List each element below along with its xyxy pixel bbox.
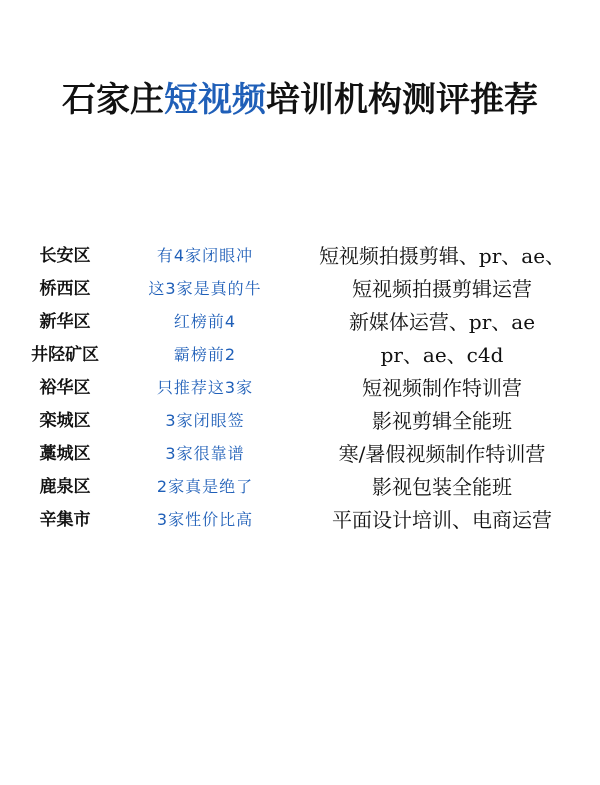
list-item xyxy=(0,273,600,305)
page-title xyxy=(0,72,600,121)
course-description: 平面设计培训、电商运营 xyxy=(332,508,552,532)
recommendation-note: 2家真是绝了 xyxy=(156,477,254,496)
list-item xyxy=(0,405,600,437)
recommendation-note: 有4家闭眼冲 xyxy=(156,246,254,265)
list-item xyxy=(0,504,600,536)
course-description: pr、ae、c4d xyxy=(380,343,504,367)
district-label: 桥西区 xyxy=(39,279,91,299)
district-label: 新华区 xyxy=(39,312,91,332)
district-label: 鹿泉区 xyxy=(39,477,91,497)
recommendation-note: 3家很靠谱 xyxy=(165,444,245,463)
course-description: 短视频制作特训营 xyxy=(362,376,522,400)
list-item xyxy=(0,306,600,338)
recommendation-note: 这3家是真的牛 xyxy=(148,279,262,298)
list-item xyxy=(0,339,600,371)
district-label: 辛集市 xyxy=(39,510,91,530)
district-label: 藁城区 xyxy=(39,444,91,464)
title-prefix: 石家庄 xyxy=(62,80,164,120)
course-description: 新媒体运营、pr、ae xyxy=(348,310,536,334)
district-label: 长安区 xyxy=(39,246,91,266)
course-description: 短视频拍摄剪辑、pr、ae、 xyxy=(318,244,566,268)
recommendation-note: 3家闭眼签 xyxy=(165,411,245,430)
list-item xyxy=(0,240,600,272)
course-description: 短视频拍摄剪辑运营 xyxy=(352,277,532,301)
recommendation-note: 霸榜前2 xyxy=(173,345,237,364)
recommendation-note: 只推荐这3家 xyxy=(156,378,254,397)
course-description: 寒/暑假视频制作特训营 xyxy=(338,442,546,466)
recommendation-note: 红榜前4 xyxy=(173,312,237,331)
course-description: 影视包装全能班 xyxy=(372,475,512,499)
title-suffix: 培训机构测评推荐 xyxy=(266,80,538,120)
district-label: 裕华区 xyxy=(39,378,91,398)
list-item xyxy=(0,372,600,404)
district-label: 井陉矿区 xyxy=(31,345,99,365)
district-label: 栾城区 xyxy=(39,411,91,431)
course-description: 影视剪辑全能班 xyxy=(372,409,512,433)
list-item xyxy=(0,438,600,470)
title-highlight: 短视频 xyxy=(164,80,266,120)
list-item xyxy=(0,471,600,503)
recommendation-note: 3家性价比高 xyxy=(156,510,254,529)
